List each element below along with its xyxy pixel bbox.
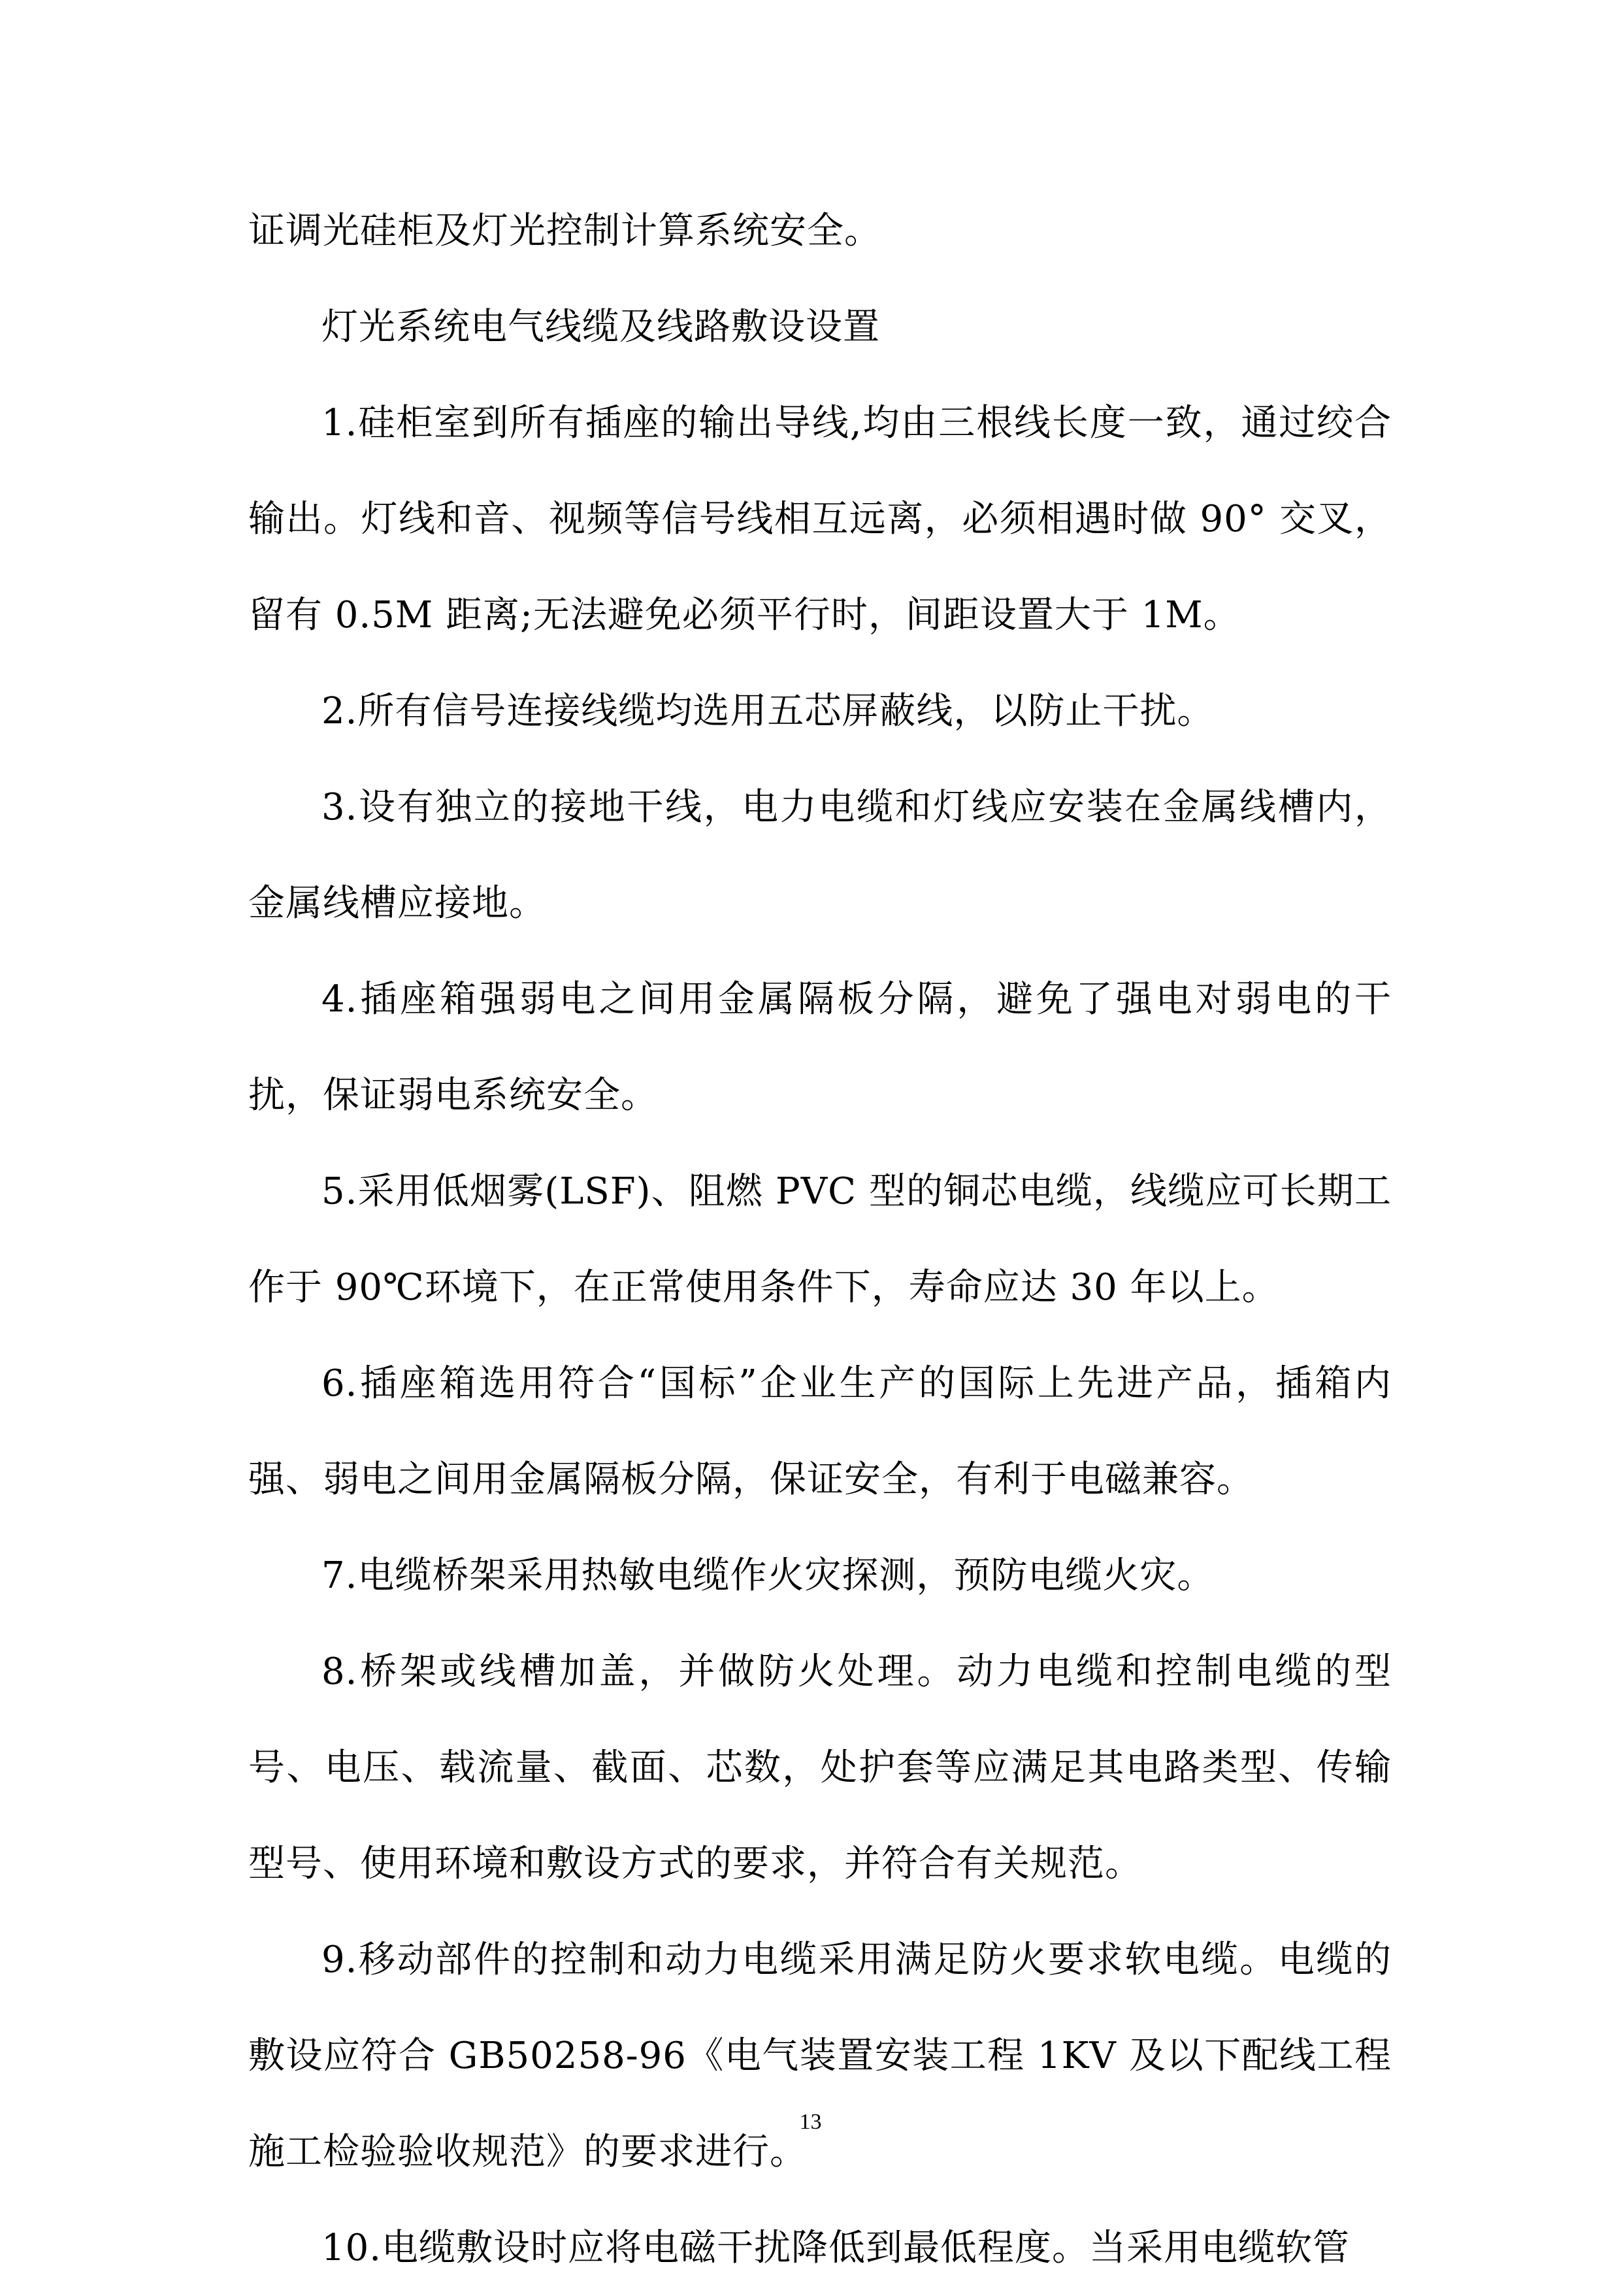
- paragraph-item-7: 7.电缆桥架采用热敏电缆作火灾探测，预防电缆火灾。: [321, 1554, 1215, 1597]
- paragraph-item-9: 9.移动部件的控制和动力电缆采用满足防火要求软电缆。电缆的敷设应符合 GB50258-96《电气装置安装工程 1KV 及以下配线工程施工检验验收规范》的要求进行。: [248, 1939, 1392, 2173]
- paragraph-item-4: 4.插座箱强弱电之间用金属隔板分隔，避免了强电对弱电的干扰，保证弱电系统安全。: [248, 978, 1392, 1117]
- paragraph-item-1: 1.硅柜室到所有插座的输出导线,均由三根线长度一致，通过绞合输出。灯线和音、视频等信号线相互远离，必须相遇时做 90° 交叉，留有 0.5M 距离;无法避免必须平行时，间距设置大于 1M。: [248, 402, 1392, 636]
- paragraph-item-6: 6.插座箱选用符合“国标”企业生产的国际上先进产品，插箱内强、弱电之间用金属隔板分隔，保证安全，有利于电磁兼容。: [248, 1362, 1392, 1501]
- paragraph-item-2: 2.所有信号连接线缆均选用五芯屏蔽线，以防止干扰。: [321, 690, 1215, 732]
- page-number: 13: [799, 2110, 822, 2134]
- paragraph-item-10: 10.电缆敷设时应将电磁干扰降低到最低程度。当采用电缆软管: [321, 2227, 1351, 2269]
- section-heading: 灯光系统电气线缆及线路敷设设置: [321, 306, 880, 348]
- paragraph-item-5: 5.采用低烟雾(LSF)、阻燃 PVC 型的铜芯电缆，线缆应可长期工作于 90℃环境下，在正常使用条件下，寿命应达 30 年以上。: [248, 1170, 1392, 1309]
- paragraph-item-3: 3.设有独立的接地干线，电力电缆和灯线应安装在金属线槽内，金属线槽应接地。: [248, 786, 1392, 925]
- paragraph-continuation: 证调光硅柜及灯光控制计算系统安全。: [248, 210, 881, 252]
- paragraph-item-8: 8.桥架或线槽加盖，并做防火处理。动力电缆和控制电缆的型号、电压、载流量、截面、芯数，处护套等应满足其电路类型、传输型号、使用环境和敷设方式的要求，并符合有关规范。: [248, 1650, 1392, 1885]
- body-text: [248, 183, 1392, 2296]
